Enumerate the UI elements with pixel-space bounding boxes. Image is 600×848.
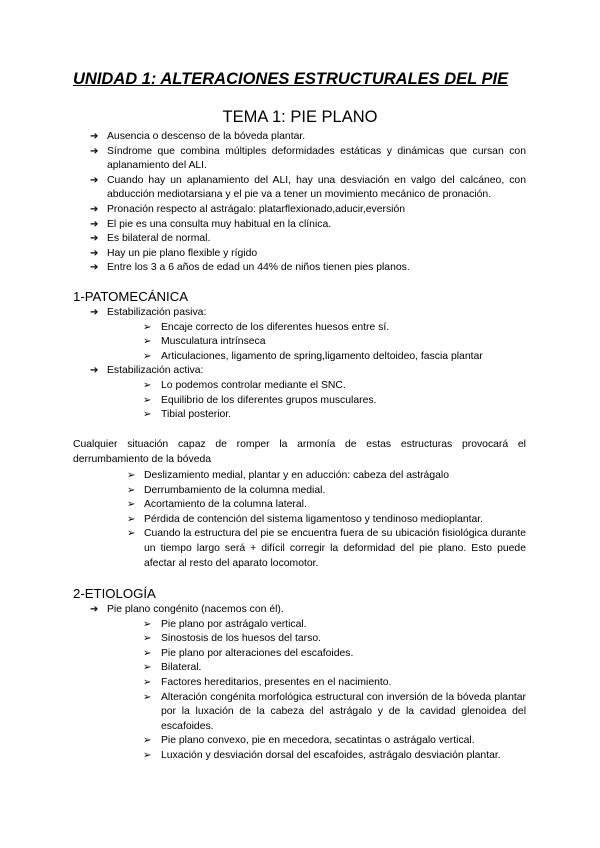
list-item: ➢ Cuando la estructura del pie se encuentra fuera de su ubicación fisiológica durante un tiempo largo será + difícil corregir la deformidad del pie plano. Esto puede afectar al resto del aparato locomotor. [127,527,526,571]
list-item: ➢ Pie plano por astrágalo vertical. [143,618,526,633]
list-item: ➔ Cuando hay un aplanamiento del ALI, hay una desviación en valgo del calcáneo, con abducción mediotarsiana y el pie va a tener un movimiento mecánico de pronación. [90,174,526,203]
list-item: ➢ Equilibrio de los diferentes grupos musculares. [143,394,526,409]
list-item: ➢ Derrumbamiento de la columna medial. [127,484,526,499]
list-item: ➢ Tibial posterior. [143,408,526,423]
list-item: ➢ Pie plano por alteraciones del escafoides. [143,647,526,662]
list-item: ➢ Alteración congénita morfológica estructural con inversión de la bóveda plantar por la luxación de la cabeza del astrágalo y de la cavidad glenoidea del escafoides. [143,691,526,735]
list-item: ➢ Acortamiento de la columna lateral. [127,498,526,513]
etiologia-list [90,603,526,764]
group-label: Estabilización pasiva: [107,307,207,318]
body-paragraph: Cualquier situación capaz de romper la armonía de estas estructuras provocará el derrumbamiento de la bóveda [73,439,526,465]
patomecanica-list [90,306,526,423]
unit-title: UNIDAD 1: ALTERACIONES ESTRUCTURALES DEL PIE [73,70,509,88]
list-item: ➢ Articulaciones, ligamento de spring,ligamento deltoideo, fascia plantar [143,350,526,365]
list-item: ➔ Hay un pie plano flexible y rígido [90,247,526,262]
list-item: ➔ El pie es una consulta muy habitual en la clínica. [90,218,526,233]
list-item: ➔ Es bilateral de normal. [90,232,526,247]
list-item: ➢ Lo podemos controlar mediante el SNC. [143,379,526,394]
list-item: ➢ Factores hereditarios, presentes en el nacimiento. [143,676,526,691]
sub-list [107,321,526,365]
list-item: ➔ Entre los 3 a 6 años de edad un 44% de niños tienen pies planos. [90,261,526,276]
sub-list [107,618,526,764]
group-label: Estabilización activa: [107,365,204,377]
list-item: ➢ Luxación y desviación dorsal del escafoides, astrágalo desviación plantar. [143,749,526,764]
sub-list [107,379,526,423]
section-heading-patomecanica: 1-PATOMECÁNICA [73,289,189,304]
list-group [90,603,526,764]
list-item: ➔ Pronación respecto al astrágalo: platarflexionado,aducir,eversión [90,203,526,218]
consequences-list [127,469,526,571]
group-label: Pie plano congénito (nacemos con él). [107,604,284,615]
list-group [90,306,526,364]
list-item: ➔ Síndrome que combina múltiples deformidades estáticas y dinámicas que cursan con aplanamiento del ALI. [90,145,526,174]
list-item: ➢ Pie plano convexo, pie en mecedora, secatintas o astrágalo vertical. [143,734,526,749]
list-item: ➢ Pérdida de contención del sistema ligamentoso y tendinoso medioplantar. [127,513,526,528]
list-item: ➢ Deslizamiento medial, plantar y en aducción: cabeza del astrágalo [127,469,526,484]
topic-title: TEMA 1: PIE PLANO [222,108,378,126]
list-item: ➢ Encaje correcto de los diferentes huesos entre sí. [143,321,526,336]
list-item: ➢ Sinostosis de los huesos del tarso. [143,632,526,647]
intro-list [90,130,526,276]
list-item: ➔ Ausencia o descenso de la bóveda plantar. [90,130,526,145]
list-item: ➢ Musculatura intrínseca [143,335,526,350]
list-item: ➢ Bilateral. [143,661,526,676]
section-heading-etiologia: 2-ETIOLOGÍA [73,586,156,601]
list-group [90,364,526,422]
